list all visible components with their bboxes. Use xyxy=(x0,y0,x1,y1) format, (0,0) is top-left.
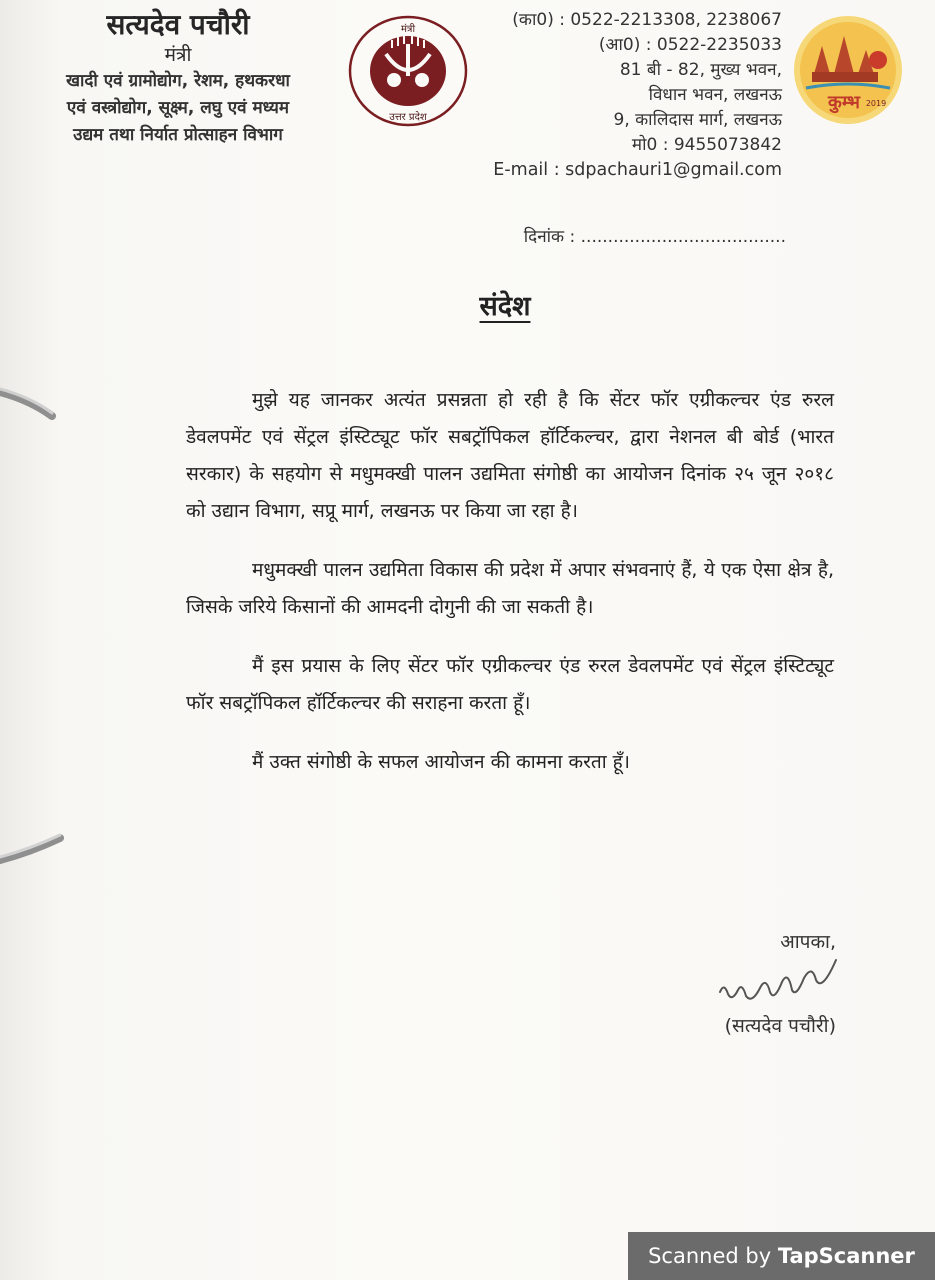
contact-line: 81 बी - 82, मुख्य भवन, xyxy=(619,60,782,80)
contact-line: विधान भवन, लखनऊ xyxy=(648,85,782,105)
body-paragraph: मुझे यह जानकर अत्यंत प्रसन्नता हो रही है कि सेंटर फॉर एग्रीकल्चर एंड रुरल डेवलपमेंट एवं सेंट्रल इंस्टिट्यूट फॉर सबट्रॉपिकल हॉर्टिकल्चर, द्वारा नेशनल बी बोर्ड (भारत सरकार) के सहयोग से मधुमक्खी पालन उद्यमिता संगोष्ठी का आयोजन दिनांक २५ जून २०१८ को उद्यान विभाग, सप्रू मार्ग, लखनऊ पर किया जा रहा है। xyxy=(186,389,834,522)
sender-name: सत्यदेव पचौरी xyxy=(106,8,250,41)
body-paragraph: मधुमक्खी पालन उद्यमिता विकास की प्रदेश में अपार संभवनाएं हैं, ये एक ऐसा क्षेत्र है, जिसके जरिये किसानों की आमदनी दोगुनी की जा सकती है। xyxy=(186,559,834,618)
sender-role: मंत्री xyxy=(164,44,192,66)
sender-block xyxy=(18,8,338,149)
contact-line: मो0 : 9455073842 xyxy=(631,135,782,155)
binder-ring-icon xyxy=(0,826,70,876)
emblem-bottom-text: उत्तर प्रदेश xyxy=(389,112,427,123)
kumbh-text: कुम्भ xyxy=(828,92,860,113)
department-line: एवं वस्त्रोद्योग, सूक्ष्म, लघु एवं मध्यम xyxy=(66,98,290,118)
closing-salutation: आपका, xyxy=(780,931,836,953)
letter-body xyxy=(186,382,834,803)
kumbh-year: 2019 xyxy=(865,99,887,108)
department-line: उद्यम तथा निर्यात प्रोत्साहन विभाग xyxy=(73,125,283,145)
department-line: खादी एवं ग्रामोद्योग, रेशम, हथकरधा xyxy=(66,71,290,91)
kumbh-logo-icon xyxy=(792,14,904,126)
body-paragraph: मैं इस प्रयास के लिए सेंटर फॉर एग्रीकल्चर एंड रुरल डेवलपमेंट एवं सेंट्रल इंस्टिट्यूट फॉर सबट्रॉपिकल हॉर्टिकल्चर की सराहना करता हूँ। xyxy=(186,655,834,714)
contact-block xyxy=(440,8,782,183)
contact-line: 9, कालिदास मार्ग, लखनऊ xyxy=(613,110,782,130)
scanner-watermark xyxy=(628,1232,935,1280)
signature-icon xyxy=(712,952,842,1012)
emblem-top-text: मंत्री xyxy=(400,24,416,35)
watermark-brand: TapScanner xyxy=(777,1244,915,1268)
contact-line: (आ0) : 0522-2235033 xyxy=(598,35,782,55)
email-line: E-mail : sdpachauri1@gmail.com xyxy=(493,160,782,180)
signatory-name: (सत्यदेव पचौरी) xyxy=(724,1015,836,1037)
date-field: दिनांक : ...................................... xyxy=(523,227,786,247)
letter-title: संदेश xyxy=(479,291,531,322)
watermark-prefix: Scanned by xyxy=(648,1244,778,1268)
body-paragraph: मैं उक्त संगोष्ठी के सफल आयोजन की कामना करता हूँ। xyxy=(252,751,630,773)
contact-line: (का0) : 0522-2213308, 2238067 xyxy=(512,10,782,30)
binder-ring-icon xyxy=(0,370,70,420)
